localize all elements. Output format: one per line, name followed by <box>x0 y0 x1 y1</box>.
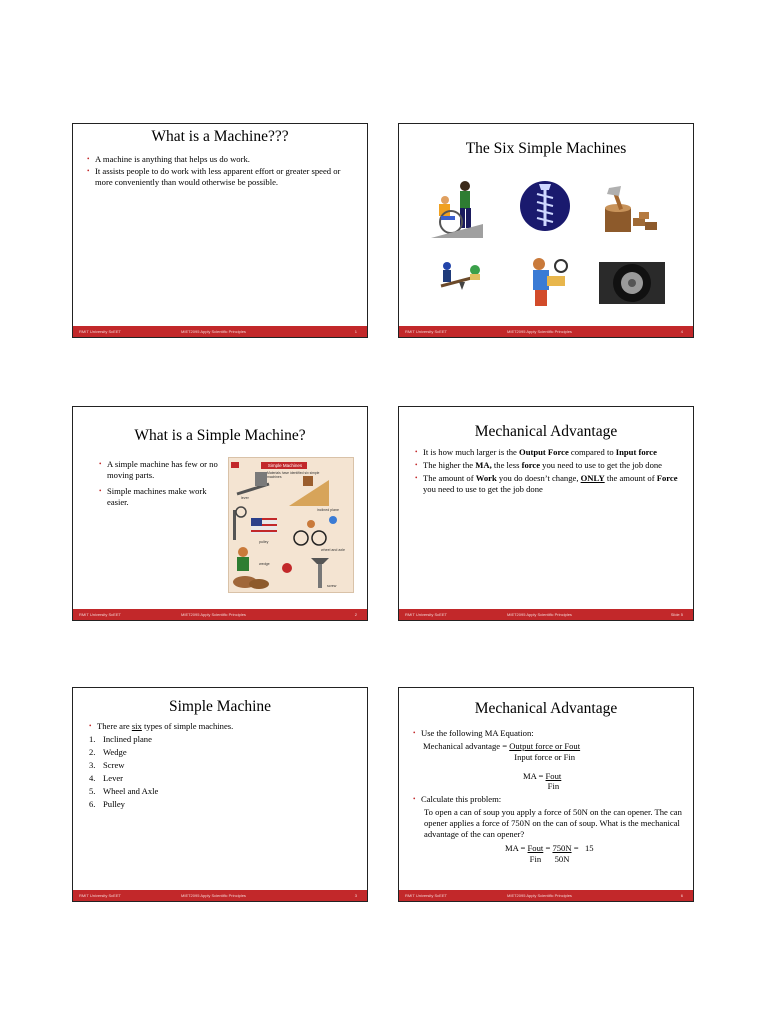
footer-center: MIET2095 Apply Scientific Principles <box>507 893 572 898</box>
slide-body <box>415 447 687 496</box>
text: the less <box>491 460 522 470</box>
inclined-plane-wheelchair-image <box>431 178 483 240</box>
slide-body <box>413 728 685 865</box>
wedge-axe-image <box>599 186 661 234</box>
list-item: 5. Wheel and Axle <box>89 786 159 796</box>
bullet <box>415 473 687 495</box>
wheel-and-axle-tire-image <box>599 262 665 304</box>
footer-left: RMIT University ScEET <box>79 612 121 617</box>
bullet: • Use the following MA Equation: <box>413 728 685 739</box>
equation-denominator: Fin <box>529 854 542 864</box>
slide-footer <box>73 890 367 901</box>
slide-body <box>99 459 219 509</box>
text: you need to use to get the job done <box>423 484 543 494</box>
slide-simple-machine-list <box>72 687 368 902</box>
equation-numerator: 750N <box>552 843 572 853</box>
term-force: force <box>521 460 541 470</box>
machine-list <box>89 734 359 810</box>
slide-title: Mechanical Advantage <box>474 700 618 717</box>
page-number: 2 <box>354 612 357 617</box>
equation-left: MA = <box>523 771 546 781</box>
lever-image <box>439 260 483 296</box>
footer-left: RMIT University ScEET <box>405 893 447 898</box>
text: you do doesn’t change, <box>496 473 581 483</box>
footer-center: MIET2095 Apply Scientific Principles <box>507 612 572 617</box>
slide-title: Simple Machine <box>168 698 272 715</box>
equation-result: = 15 <box>571 843 594 853</box>
list-item: 4. Lever <box>89 773 124 783</box>
footer-left: RMIT University ScEET <box>79 329 121 334</box>
poster-subtitle: Materials have identified six simple machines <box>267 471 320 479</box>
page-number: 3 <box>354 893 357 898</box>
equation-denominator: Input force or Fin <box>514 752 576 762</box>
equation-ma-definition <box>413 741 685 763</box>
equals-sign: = <box>543 843 553 853</box>
list-item: 1. Inclined plane <box>89 734 152 744</box>
item-text: Inclined plane <box>103 734 152 744</box>
footer-left: RMIT University ScEET <box>79 893 121 898</box>
item-text: Wedge <box>103 747 127 757</box>
bullet <box>89 721 359 732</box>
text: It is how much larger is the <box>423 447 520 457</box>
equation-numerator: Output force or Fout <box>509 741 581 751</box>
footer-center: MIET2095 Apply Scientific Principles <box>507 329 572 334</box>
equation-left: Mechanical advantage = <box>423 741 510 751</box>
slide-six-simple-machines <box>398 123 694 338</box>
item-text: Screw <box>103 760 125 770</box>
text: The amount of <box>423 473 476 483</box>
list-item: 3. Screw <box>89 760 125 770</box>
footer-left: RMIT University ScEET <box>405 329 447 334</box>
bullet: • Simple machines make work easier. <box>99 486 219 508</box>
poster-label-wedge: wedge <box>259 562 270 566</box>
slide-footer <box>399 609 693 620</box>
page-number: Slide 5 <box>670 612 683 617</box>
slide-title: The Six Simple Machines <box>465 140 627 157</box>
simple-machines-poster-image <box>228 457 354 593</box>
bullet <box>415 460 687 471</box>
term-output-force: Output Force <box>519 447 569 457</box>
text: types of simple machines. <box>141 721 234 731</box>
slide-body <box>89 721 359 810</box>
term-work: Work <box>475 473 497 483</box>
item-text: Pulley <box>103 799 125 809</box>
item-text: Wheel and Axle <box>103 786 159 796</box>
page-number: 6 <box>680 893 683 898</box>
page-number: 1 <box>354 329 357 334</box>
poster-label-inclined-plane: inclined plane <box>317 508 339 512</box>
equation-numerator: Fout <box>527 843 544 853</box>
bullet <box>415 447 687 458</box>
slide-footer <box>399 890 693 901</box>
slide-mechanical-advantage-equation <box>398 687 694 902</box>
slide-what-is-a-machine <box>72 123 368 338</box>
footer-left: RMIT University ScEET <box>405 612 447 617</box>
footer-center: MIET2095 Apply Scientific Principles <box>181 893 246 898</box>
text: There are <box>97 721 132 731</box>
footer-center: MIET2095 Apply Scientific Principles <box>181 612 246 617</box>
poster-label-screw: screw <box>327 584 337 588</box>
footer-center: MIET2095 Apply Scientific Principles <box>181 329 246 334</box>
term-only: ONLY <box>580 473 605 483</box>
pulley-worker-image <box>525 256 571 308</box>
list-item: 6. Pulley <box>89 799 125 809</box>
screw-zipper-image <box>519 180 571 232</box>
poster-label-wheel-and-axle: wheel and axle <box>321 548 345 552</box>
term-ma: MA, <box>475 460 492 470</box>
bullet: • A simple machine has few or no moving parts. <box>99 459 219 481</box>
poster-label-pulley: pulley <box>259 540 269 544</box>
poster-label-lever: lever <box>241 496 249 500</box>
term-six: six <box>131 721 142 731</box>
equation-denominator: 50N <box>554 854 570 864</box>
bullet: • It assists people to do work with less apparent effort or greater speed or more conveniently than would otherwise be possible. <box>87 166 357 188</box>
text: you need to use to get the job done <box>540 460 662 470</box>
bullet: • Calculate this problem: <box>413 794 685 805</box>
equation-numerator: Fout <box>545 771 562 781</box>
term-input-force: Input force <box>615 447 657 457</box>
text: The higher the <box>423 460 476 470</box>
slide-footer <box>73 326 367 337</box>
page-number: 4 <box>680 329 683 334</box>
slide-body <box>87 154 357 189</box>
slide-mechanical-advantage-definition <box>398 406 694 621</box>
text: the amount of <box>604 473 657 483</box>
slide-title: What is a Machine??? <box>151 128 289 145</box>
slide-footer <box>73 609 367 620</box>
slide-what-is-a-simple-machine <box>72 406 368 621</box>
list-item: 2. Wedge <box>89 747 127 757</box>
equation-denominator: Fin <box>547 781 560 791</box>
equation-ma-short <box>413 771 685 790</box>
problem-text: To open a can of soup you apply a force of 50N on the can opener. The can opener applies a force of 750N on the can of soup. What is the mechanical advantage of the can opener? <box>424 807 682 839</box>
item-text: Lever <box>103 773 124 783</box>
bullet: • A machine is anything that helps us do work. <box>87 154 357 165</box>
slide-title: Mechanical Advantage <box>474 423 618 440</box>
slide-footer <box>399 326 693 337</box>
text: compared to <box>568 447 616 457</box>
slide-title: What is a Simple Machine? <box>134 427 306 444</box>
equation-left: MA = <box>505 843 528 853</box>
term-force: Force <box>656 473 678 483</box>
equation-solution <box>413 843 685 865</box>
poster-heading: Simple Machines <box>267 463 303 468</box>
